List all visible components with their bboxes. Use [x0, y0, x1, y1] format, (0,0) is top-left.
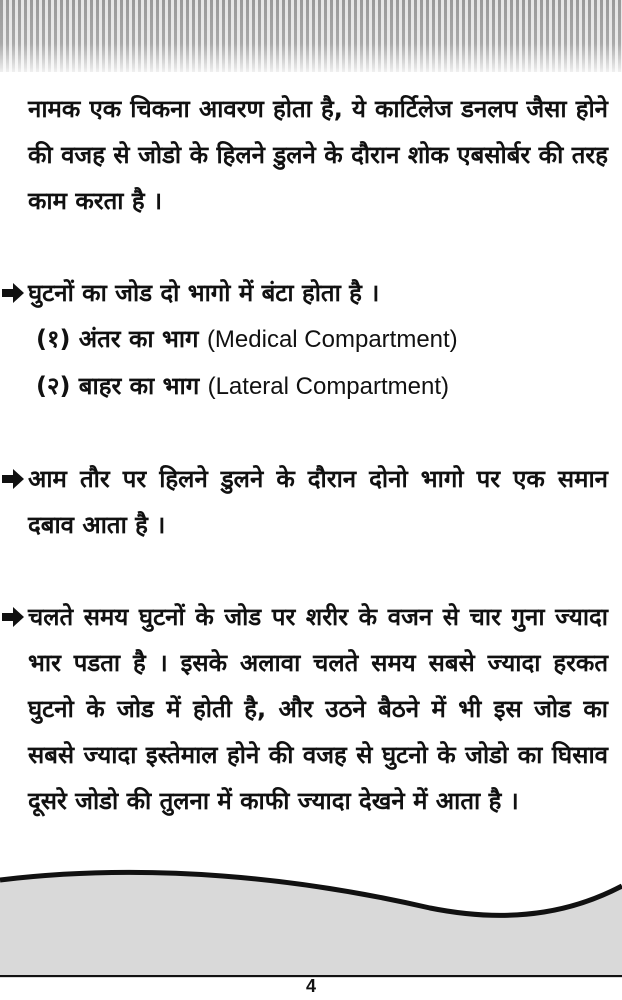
right-arrow-icon: [2, 283, 24, 303]
right-arrow-icon: [2, 607, 24, 627]
footer-wave-decoration: [0, 868, 622, 978]
paragraph-walking-load: चलते समय घुटनों के जोड पर शरीर के वजन से चार गुना ज्यादा भार पडता है । इसके अलावा चलते समय सबसे ज्यादा हरकत घुटनो के जोड में होती है, और उठने बैठने में भी इस जोड का सबसे ज्यादा इस्तेमाल होने की वजह से घुटनो के जोडो का घिसाव दूसरे जोडो की तुलना में काफी ज्यादा देखने में आता है ।: [28, 603, 608, 815]
paragraph-equal-pressure: आम तौर पर हिलने डुलने के दौरान दोनो भागो पर एक समान दबाव आता है ।: [28, 465, 608, 539]
list-item-hindi: अंतर का भाग: [78, 325, 199, 353]
bullet-walking-load: [28, 594, 608, 824]
list-item-number: (१): [36, 325, 71, 353]
list-item-english: (Lateral Compartment): [207, 373, 450, 400]
list-item-hindi: बाहर का भाग: [78, 372, 200, 400]
header-stripe-band: [0, 0, 622, 72]
list-item-medial: [36, 316, 608, 363]
page-number: 4: [305, 976, 316, 996]
paragraph-knee-parts: घुटनों का जोड दो भागो में बंटा होता है ।: [28, 279, 380, 307]
bullet-equal-pressure: [28, 456, 608, 548]
list-item-english: (Medical Compartment): [206, 326, 458, 353]
right-arrow-icon: [2, 469, 24, 489]
page-content: [28, 86, 608, 824]
bullet-knee-parts: [28, 270, 608, 316]
list-item-lateral: [36, 363, 608, 410]
list-item-number: (२): [36, 372, 71, 400]
paragraph-cartilage: नामक एक चिकना आवरण होता है, ये कार्टिलेज डनलप जैसा होने की वजह से जोडो के हिलने डुलने के दौरान शोक एबसोर्बर की तरह काम करता है ।: [28, 95, 608, 215]
